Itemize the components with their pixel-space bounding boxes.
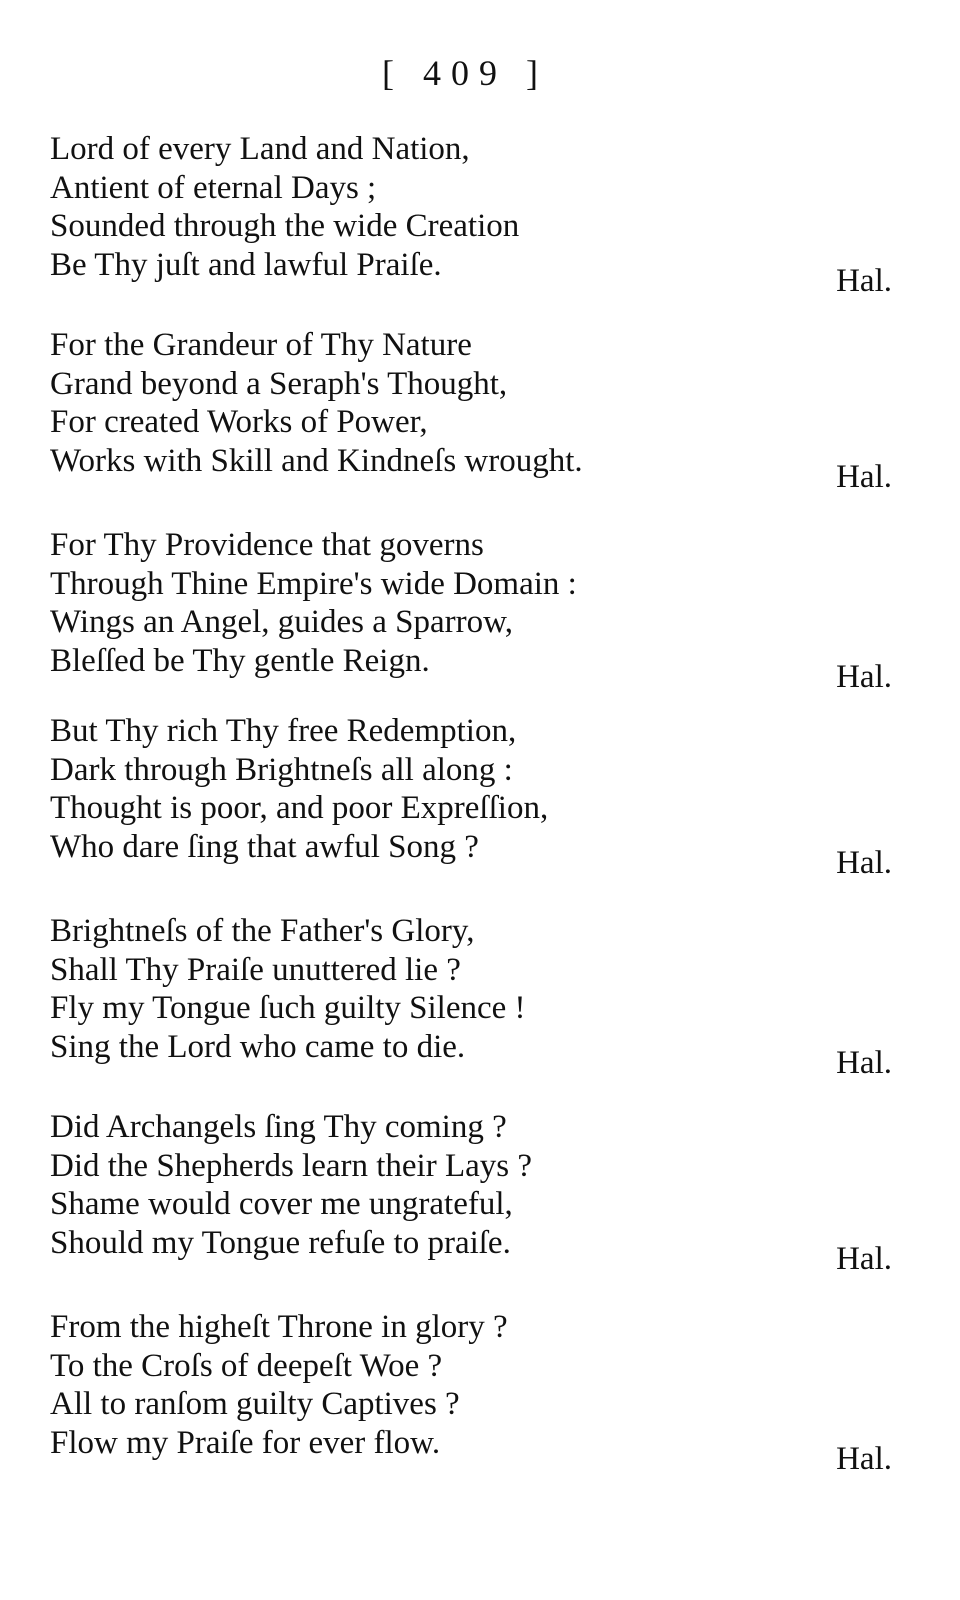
verse-line: Thought is poor, and poor Expreſſion,: [50, 790, 549, 826]
verse-line: Through Thine Empire's wide Domain :: [50, 565, 577, 602]
verse-line: Lord of every Land and Nation,: [50, 131, 470, 167]
hallelujah-refrain: Hal.: [836, 459, 892, 495]
hallelujah-refrain: Hal.: [836, 659, 892, 695]
verse-line: Antient of eternal Days ;: [50, 169, 377, 206]
stanza-7: [50, 1308, 910, 1477]
verse-line: From the higheſt Throne in glory ?: [50, 1309, 508, 1345]
verse-line: Sing the Lord who came to die.: [50, 1028, 466, 1065]
stanza-4: [50, 712, 910, 881]
hallelujah-refrain: Hal.: [836, 1241, 892, 1277]
stanza-3: [50, 526, 910, 695]
verse-line: But Thy rich Thy free Redemption,: [50, 713, 517, 749]
page-number: [ 409 ]: [382, 53, 548, 93]
hallelujah-refrain: Hal.: [836, 845, 892, 881]
verse-line: Did Archangels ſing Thy coming ?: [50, 1109, 507, 1145]
hallelujah-refrain: Hal.: [836, 1441, 892, 1477]
stanza-6: [50, 1108, 910, 1277]
verse-line: Bleſſed be Thy gentle Reign.: [50, 642, 430, 679]
hallelujah-refrain: Hal.: [836, 263, 892, 299]
verse-line: Who dare ſing that awful Song ?: [50, 828, 479, 865]
verse-line: Fly my Tongue ſuch guilty Silence !: [50, 990, 526, 1026]
verse-line: All to ranſom guilty Captives ?: [50, 1386, 460, 1422]
hallelujah-refrain: Hal.: [836, 1045, 892, 1081]
verse-line: To the Croſs of deepeſt Woe ?: [50, 1347, 443, 1384]
verse-line: For Thy Providence that governs: [50, 527, 484, 563]
verse-line: Works with Skill and Kindneſs wrought.: [50, 442, 583, 479]
verse-line: Dark through Brightneſs all along :: [50, 751, 513, 788]
verse-line: Grand beyond a Seraph's Thought,: [50, 365, 508, 402]
verse-line: For the Grandeur of Thy Nature: [50, 327, 472, 363]
verse-line: Sounded through the wide Creation: [50, 208, 520, 244]
verse-line: Shame would cover me ungrateful,: [50, 1186, 513, 1222]
verse-line: Did the Shepherds learn their Lays ?: [50, 1147, 533, 1184]
verse-line: Brightneſs of the Father's Glory,: [50, 913, 475, 949]
stanza-1: [50, 130, 910, 299]
verse-line: Be Thy juſt and lawful Praiſe.: [50, 246, 442, 283]
stanza-5: [50, 912, 910, 1081]
verse-line: Flow my Praiſe for ever flow.: [50, 1424, 441, 1461]
verse-line: Should my Tongue refuſe to praiſe.: [50, 1224, 511, 1261]
verse-line: Wings an Angel, guides a Sparrow,: [50, 604, 514, 640]
verse-line: Shall Thy Praiſe unuttered lie ?: [50, 951, 461, 988]
verse-line: For created Works of Power,: [50, 404, 428, 440]
stanza-2: [50, 326, 910, 495]
